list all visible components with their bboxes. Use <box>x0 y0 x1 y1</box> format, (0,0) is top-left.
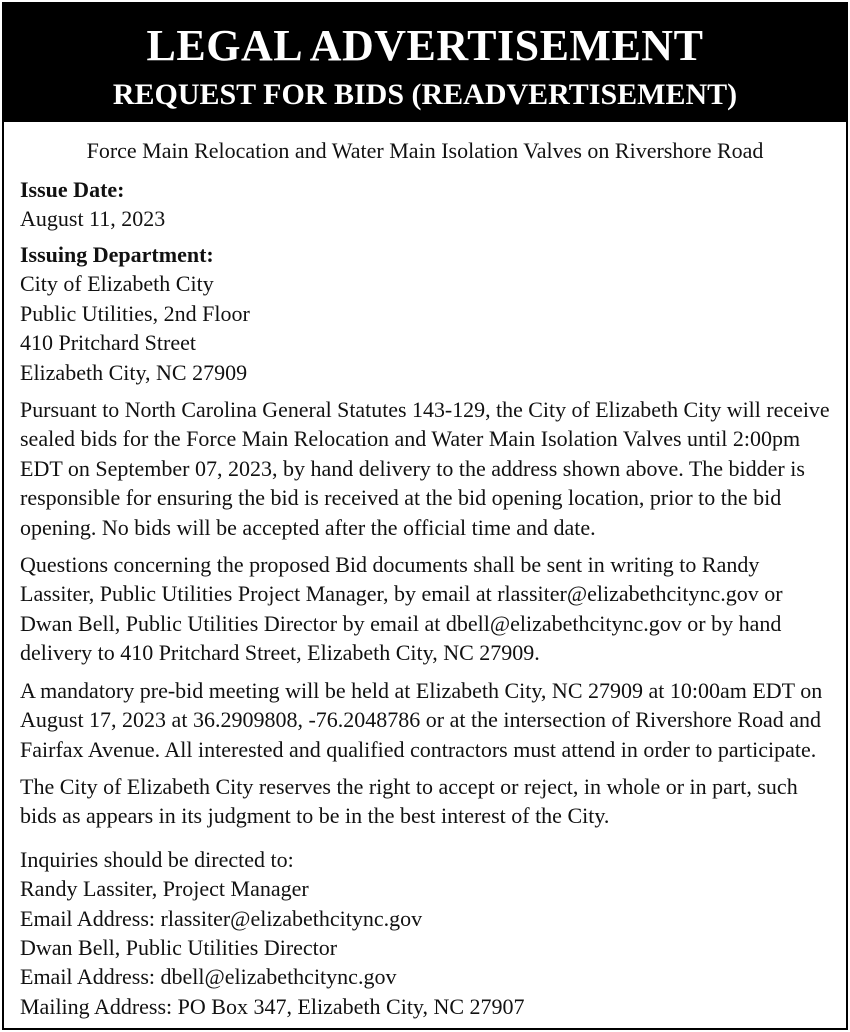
paragraph-line: A mandatory pre-bid meeting will be held at Elizabeth City, NC 27909 at 10:00am EDT on <box>20 677 823 703</box>
ad-subtitle: REQUEST FOR BIDS (READVERTISEMENT) <box>112 78 738 111</box>
department-line: City of Elizabeth City <box>20 271 214 297</box>
inquiries-line: Dwan Bell, Public Utilities Director <box>20 934 338 960</box>
issue-date-label: Issue Date: <box>20 177 125 202</box>
inquiries-line: Email Address: dbell@elizabethcitync.gov <box>20 964 397 990</box>
legal-advertisement <box>2 2 848 1030</box>
issue-date-value: August 11, 2023 <box>20 206 166 231</box>
paragraph-line: Dwan Bell, Public Utilities Director by email at dbell@elizabethcitync.gov or by hand <box>20 610 782 636</box>
inquiries-line: Email Address: rlassiter@elizabethcitync.gov <box>20 905 423 931</box>
paragraph-line: Fairfax Avenue. All interested and qualified contractors must attend in order to participate. <box>20 736 817 762</box>
paragraph-line: Lassiter, Public Utilities Project Manager, by email at rlassiter@elizabethcitync.gov or <box>20 581 783 607</box>
department-line: 410 Pritchard Street <box>20 330 196 356</box>
paragraph-line: August 17, 2023 at 36.2909808, -76.2048786 or at the intersection of Rivershore Road and <box>20 707 822 733</box>
inquiries-line: Randy Lassiter, Project Manager <box>20 876 309 902</box>
issuing-department-block <box>20 241 830 387</box>
ad-body <box>4 122 846 1021</box>
issue-date-block <box>20 176 830 233</box>
paragraph-line: delivery to 410 Pritchard Street, Elizabeth City, NC 27909. <box>20 640 540 666</box>
inquiries-line: Inquiries should be directed to: <box>20 846 294 872</box>
project-title: Force Main Relocation and Water Main Isolation Valves on Rivershore Road <box>86 138 764 163</box>
paragraph-line: responsible for ensuring the bid is received at the bid opening location, prior to the bid <box>20 485 782 511</box>
questions-paragraph <box>20 550 830 668</box>
department-line: Elizabeth City, NC 27909 <box>20 359 248 385</box>
ad-header <box>4 4 846 122</box>
paragraph-line: Pursuant to North Carolina General Statutes 143-129, the City of Elizabeth City will receive <box>20 397 830 423</box>
reservation-paragraph <box>20 772 830 831</box>
inquiries-block <box>20 845 830 1021</box>
ad-title: LEGAL ADVERTISEMENT <box>146 21 704 70</box>
paragraph-line: sealed bids for the Force Main Relocation and Water Main Isolation Valves until 2:00pm <box>20 426 801 452</box>
issuing-department-label: Issuing Department: <box>20 242 214 268</box>
paragraph-line: EDT on September 07, 2023, by hand delivery to the address shown above. The bidder is <box>20 455 805 481</box>
paragraph-line: opening. No bids will be accepted after the official time and date. <box>20 514 596 540</box>
inquiries-line: Mailing Address: PO Box 347, Elizabeth City, NC 27907 <box>20 993 525 1019</box>
bid-receipt-paragraph <box>20 395 830 542</box>
paragraph-line: Questions concerning the proposed Bid documents shall be sent in writing to Randy <box>20 552 760 578</box>
paragraph-line: The City of Elizabeth City reserves the right to accept or reject, in whole or in part, such <box>20 773 798 799</box>
department-line: Public Utilities, 2nd Floor <box>20 300 250 326</box>
paragraph-line: bids as appears in its judgment to be in the best interest of the City. <box>20 803 610 829</box>
pre-bid-meeting-paragraph <box>20 676 830 764</box>
